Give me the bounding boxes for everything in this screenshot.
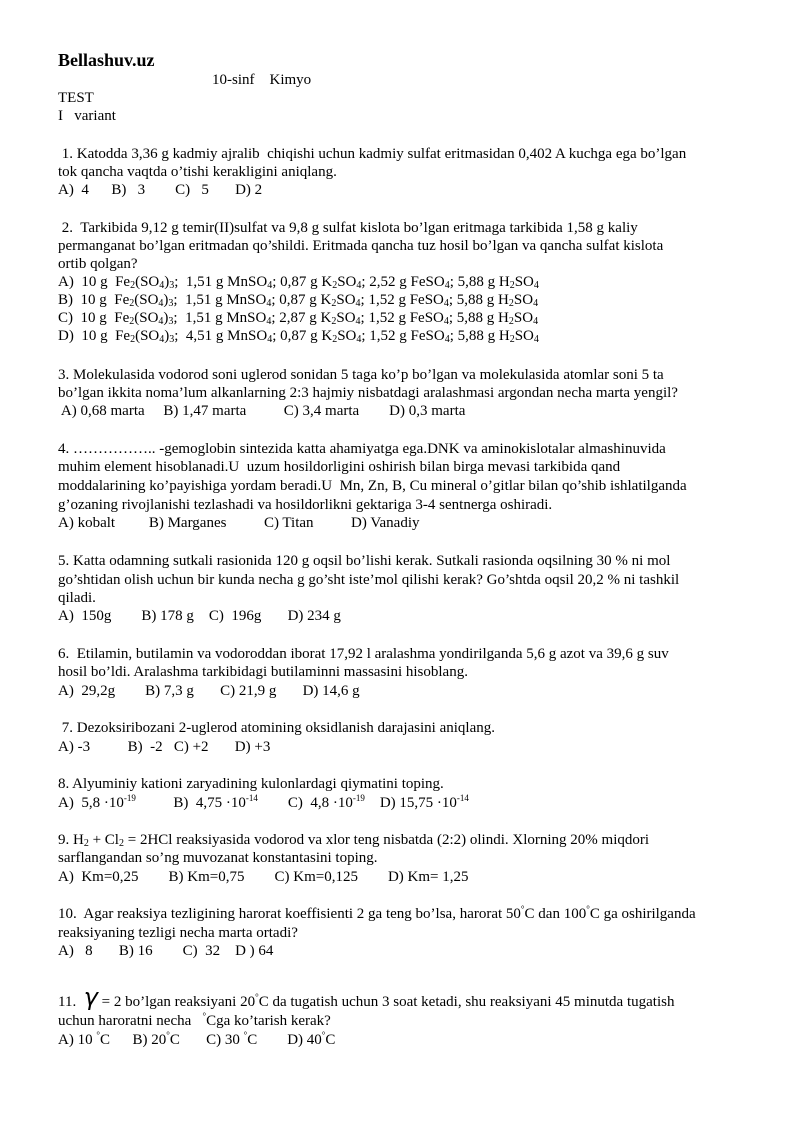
q6-text-line-2: hosil bo’ldi. Aralashma tarkibidagi butilaminni massasini hisoblang. [58, 664, 468, 680]
q4-options: A) kobalt B) Marganes C) Titan D) Vanadiy [58, 515, 420, 531]
q2-text-line-2: permanganat bo’lgan eritmadan qo’shildi. Eritmada qancha tuz hosil bo’lgan va qancha sulfat kislota [58, 238, 664, 254]
q5-text-line-3: qiladi. [58, 590, 96, 606]
q6-options: A) 29,2g B) 7,3 g C) 21,9 g D) 14,6 g [58, 683, 360, 699]
q2-text-line-1: 2. Tarkibida 9,12 g temir(II)sulfat va 9,8 g sulfat kislota bo’lgan eritmaga tarkibida 1,58 g kaliy [58, 220, 638, 236]
q2-option-d: D) 10 g $Fe_2(SO_4)_3$; 4,51 g MnSO$_4$; 0,87 g $K_2SO_4$; 1,52 g FeSO$_4$; 5,88 g $H_2SO_4$ [58, 328, 539, 345]
variant-label: I variant [58, 108, 116, 124]
q1-text-line-2: tok qancha vaqtda o’tishi kerakligini aniqlang. [58, 164, 337, 180]
q10-text-line-1: 10. Agar reaksiya tezligining harorat koeffisienti 2 ga teng bo’lsa, harorat 50°C dan 100°C ga oshirilganda [58, 904, 696, 922]
q6-text-line-1: 6. Etilamin, butilamin va vodoroddan iborat 17,92 l aralashma yondirilganda 5,6 g azot va 39,6 g suv [58, 646, 669, 662]
q1-text-line-1: 1. Katodda 3,36 g kadmiy ajralib chiqishi uchun kadmiy sulfat eritmasidan 0,402 A kuchga ega bo’lgan [58, 146, 687, 162]
q2-option-a: A) 10 g $Fe_2(SO_4)_3$; 1,51 g MnSO$_4$; 0,87 g $K_2SO_4$; 2,52 g FeSO$_4$; 5,88 g $H_2SO_4$ [58, 274, 539, 291]
q4-text-line-2: muhim element hisoblanadi.U uzum hosildorligini oshirish bilan birga mevasi tarkibida qand [58, 459, 621, 475]
q2-text-line-3: ortib qolgan? [58, 256, 138, 272]
q9-text-line-1: 9. $H_2 + Cl_2 = 2HCl$ reaksiyasida vodorod va xlor teng nisbatda (2:2) olindi. Xlorning 20% miqdori [58, 832, 650, 849]
q3-options: A) 0,68 marta B) 1,47 marta C) 3,4 marta D) 0,3 marta [58, 403, 466, 419]
q2-option-b: B) 10 g $Fe_2(SO_4)_3$; 1,51 g MnSO$_4$; 0,87 g $K_2SO_4$; 1,52 g FeSO$_4$; 5,88 g $H_2SO_4$ [58, 292, 539, 309]
q11-text-line-2: uchun haroratni necha °Cga ko’tarish kerak? [58, 1011, 331, 1029]
q9-options: A) Km=0,25 B) Km=0,75 C) Km=0,125 D) Km= 1,25 [58, 869, 469, 885]
q5-text-line-1: 5. Katta odamning sutkali rasionida 120 g oqsil bo’lishi kerak. Sutkali rasionda oqsilning 30 % ni mol [58, 553, 671, 569]
q3-text-line-1: 3. Molekulasida vodorod soni uglerod sonidan 5 taga ko’p bo’lgan va molekulasida atomlar soni 5 ta [58, 367, 664, 383]
q10-text-line-2: reaksiyaning tezligi necha marta ortadi? [58, 925, 298, 941]
q8-options: A) $5,8 \cdot 10^{-19}$ B) $4,75 \cdot 10^{-14}$ C) $4,8 \cdot 10^{-19}$ D) $15,75 \cdot 10^{-14}$ [58, 793, 469, 811]
q4-text-line-4: g’ozaning rivojlanishi tezlashadi va hosildorlikni gektariga 3-4 sentnerga oshiradi. [58, 497, 553, 513]
q11-options: A) 10 °C B) 20°C C) 30 °C D) 40°C [58, 1030, 336, 1048]
test-label: TEST [58, 90, 94, 106]
q5-options: A) 150g B) 178 g C) 196g D) 234 g [58, 608, 341, 624]
q5-text-line-2: go’shtidan olish uchun bir kunda necha g go’sht iste’mol qilishi kerak? Go’shtda oqsil 20,2 % ni tashkil [58, 572, 680, 588]
q7-text: 7. Dezoksiribozani 2-uglerod atomining oksidlanish darajasini aniqlang. [58, 720, 495, 736]
q3-text-line-2: bo’lgan ikkita noma’lum alkanlarning 2:3 hajmiy nisbatdagi aralashmasi argondan necha marta yengil? [58, 385, 678, 401]
grade-subject: 10-sinf Kimyo [212, 72, 312, 88]
q11-text-line-1: 11. γ = 2 bo’lgan reaksiyani 20°C da tugatish uchun 3 soat ketadi, shu reaksiyani 45 minutda tugatish [58, 983, 675, 1011]
q7-options: A) -3 B) -2 C) +2 D) +3 [58, 739, 271, 755]
q10-options: A) 8 B) 16 C) 32 D ) 64 [58, 943, 274, 959]
q4-text-line-3: moddalarining ko’payishiga yordam beradi.U Mn, Zn, B, Cu mineral o’gitlar bilan qo’shib ishlatilganda [58, 478, 687, 494]
q4-text-line-1: 4. …………….. -gemoglobin sintezida katta ahamiyatga ega.DNK va aminokislotalar almashinuvida [58, 441, 666, 457]
gamma-symbol: γ [83, 983, 98, 1011]
q1-options: A) 4 B) 3 C) 5 D) 2 [58, 182, 263, 198]
q8-text: 8. Alyuminiy kationi zaryadining kulonlardagi qiymatini toping. [58, 776, 444, 792]
q2-option-c: C) 10 g $Fe_2(SO_4)_3$; 1,51 g MnSO$_4$; 2,87 g $K_2SO_4$; 1,52 g FeSO$_4$; 5,88 g $H_2SO_4$ [58, 310, 539, 327]
q9-text-line-2: sarflangandan so’ng muvozanat konstantasini toping. [58, 850, 378, 866]
site-name: Bellashuv.uz [58, 50, 155, 70]
